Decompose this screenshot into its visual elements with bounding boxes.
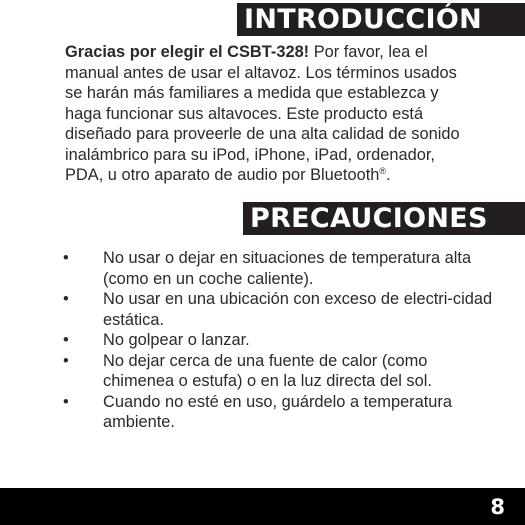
precaution-text: Cuando no esté en uso, guárdelo a temperatura ambiente. <box>103 392 452 431</box>
page-number: 8 <box>490 495 505 519</box>
precaution-item <box>63 330 493 351</box>
precaution-item <box>63 289 493 330</box>
bullet-icon: • <box>63 392 69 411</box>
bullet-icon: • <box>63 249 69 267</box>
intro-lead: Gracias por elegir el CSBT-328! <box>65 43 310 61</box>
precaution-text: No usar o dejar en situaciones de temperatura alta (como en un coche caliente). <box>103 249 472 288</box>
precaution-item <box>63 351 493 392</box>
bullet-icon: • <box>63 331 69 349</box>
registered-trademark-mark: ® <box>379 166 387 176</box>
precautions-list <box>63 248 493 433</box>
precaution-item <box>63 248 493 289</box>
precaution-text: No golpear o lanzar. <box>103 331 250 349</box>
precaution-text: No dejar cerca de una fuente de calor (como chimenea o estufa) o en la luz directa del sol. <box>103 351 432 390</box>
intro-end: . <box>386 166 391 184</box>
precaution-text: No usar en una ubicación con exceso de electri-cidad estática. <box>103 290 493 329</box>
introduccion-heading: INTRODUCCIÓN <box>237 3 525 36</box>
intro-paragraph <box>65 42 470 186</box>
bullet-icon: • <box>63 351 69 370</box>
precaution-item <box>63 392 493 433</box>
intro-body: Por favor, lea el manual antes de usar el altavoz. Los términos usados se harán más familiares a medida que establezca y haga funcionar sus altavoces. Este producto está diseñado para proveerle de una alta calidad de sonido inalámbrico para su iPod, iPhone, iPad, ordenador, PDA, u otro aparato de audio por Bluetooth <box>65 43 460 184</box>
precauciones-heading: PRECAUCIONES <box>243 202 525 235</box>
bullet-icon: • <box>63 290 69 308</box>
footer-bar <box>0 488 525 525</box>
